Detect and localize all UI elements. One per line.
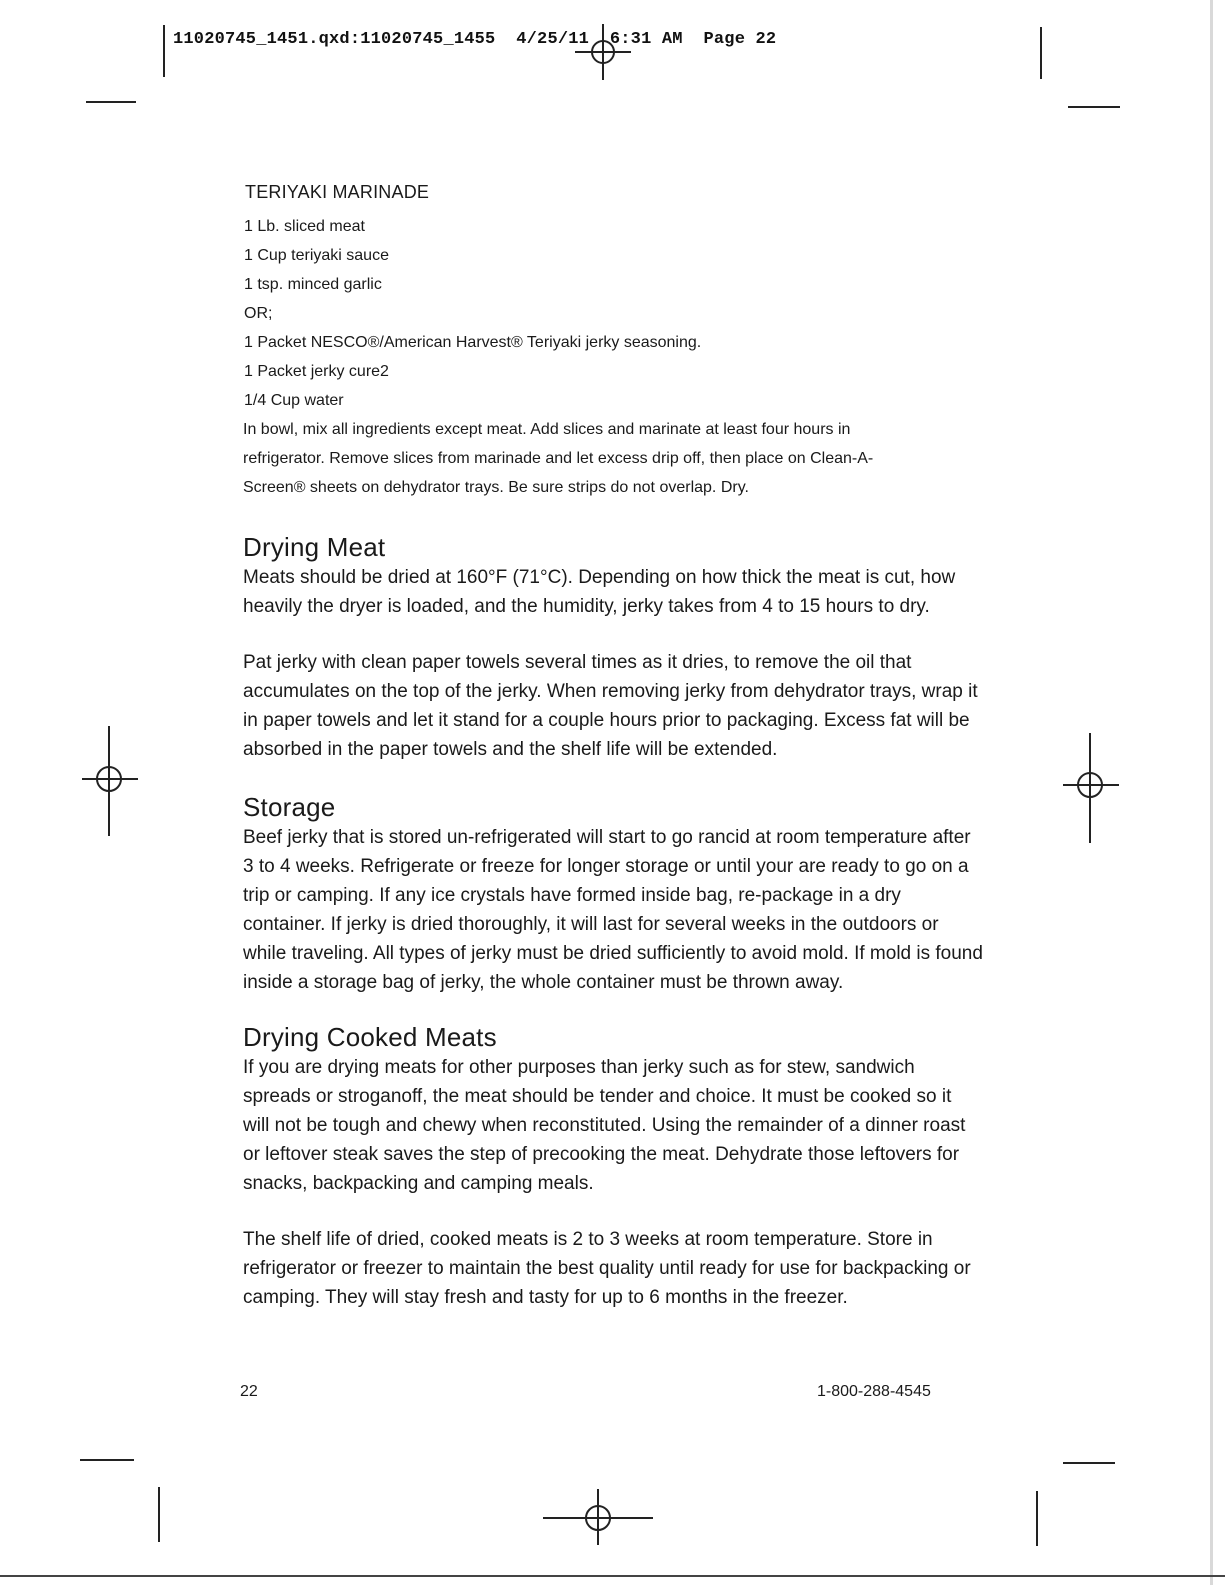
ingredient-line: 1 Packet jerky cure2 [244, 363, 389, 380]
section-heading-storage: Storage [243, 792, 336, 822]
storage-paragraph: Beef jerky that is stored un-refrigerated will start to go rancid at room temperature after 3 to 4 weeks. Refrigerate or freeze for longer storage or until your are ready to go on a trip or camping. If any ice crystals have formed inside bag, re-package in a dry container. If jerky is dried thoroughly, it will last for several weeks in the outdoors or while traveling. All types of jerky must be dried sufficiently to avoid mold. If mold is found inside a storage bag of jerky, the whole container must be thrown away. [243, 827, 983, 993]
crop-mark-top-left-horizontal [86, 101, 136, 103]
registration-mark-right-icon [1063, 733, 1119, 843]
drying-cooked-meats-paragraph-1: If you are drying meats for other purposes than jerky such as for stew, sandwich spreads or stroganoff, the meat should be tender and choice. It must be cooked so it will not be tough and chewy when reconstituted. Using the remainder of a dinner roast or leftover steak saves the step of precooking the meat. Dehydrate those leftovers for snacks, backpacking and camping meals. [243, 1057, 966, 1194]
drying-meat-paragraph-2: Pat jerky with clean paper towels several times as it dries, to remove the oil that accumulates on the top of the jerky. When removing jerky from dehydrator trays, wrap it in paper towels and let it stand for a couple hours prior to packaging. Excess fat will be absorbed in the paper towels and the shelf life will be extended. [243, 652, 978, 760]
registration-mark-bottom-icon [543, 1489, 653, 1545]
section-heading-drying-cooked-meats: Drying Cooked Meats [243, 1022, 497, 1052]
registration-mark-left-icon [82, 726, 138, 836]
ingredient-line: 1 Lb. sliced meat [244, 218, 365, 235]
crop-mark-bottom-left-vertical [158, 1487, 160, 1542]
registration-mark-top-icon [575, 22, 631, 82]
scan-edge-shadow [1210, 0, 1213, 1585]
crop-mark-bottom-right-vertical [1036, 1491, 1038, 1546]
ingredient-line: 1/4 Cup water [244, 392, 344, 409]
crop-mark-top-right-horizontal [1068, 106, 1120, 108]
drying-meat-paragraph-1: Meats should be dried at 160°F (71°C). Depending on how thick the meat is cut, how heavily the dryer is loaded, and the humidity, jerky takes from 4 to 15 hours to dry. [243, 567, 956, 617]
crop-mark-top-left-vertical [163, 25, 165, 77]
crop-mark-bottom-right-horizontal [1063, 1462, 1115, 1464]
ingredient-line: 1 tsp. minced garlic [244, 276, 382, 293]
ingredient-list [243, 212, 983, 415]
crop-mark-top-right-vertical [1040, 27, 1042, 79]
ingredient-line: 1 Packet NESCO®/American Harvest® Teriyaki jerky seasoning. [244, 334, 702, 351]
section-heading-drying-meat: Drying Meat [243, 532, 386, 562]
ingredient-line: OR; [244, 305, 273, 322]
page-number: 22 [240, 1383, 258, 1400]
page-content [243, 182, 983, 1312]
phone-number: 1-800-288-4545 [817, 1383, 931, 1400]
print-slug: 11020745_1451.qxd:11020745_1455 4/25/11 6:31 AM Page 22 [173, 30, 777, 49]
scan-bottom-edge [0, 1575, 1225, 1577]
crop-mark-bottom-left-horizontal [80, 1459, 134, 1461]
drying-cooked-meats-paragraph-2: The shelf life of dried, cooked meats is 2 to 3 weeks at room temperature. Store in refrigerator or freezer to maintain the best quality until ready for use for backpacking or camping. They will stay fresh and tasty for up to 6 months in the freezer. [243, 1229, 971, 1308]
recipe-title: TERIYAKI MARINADE [245, 182, 430, 202]
recipe-instructions: In bowl, mix all ingredients except meat. Add slices and marinate at least four hours in refrigerator. Remove slices from marinade and let excess drip off, then place on Clean-A-Screen® sheets on dehydrator trays. Be sure strips do not overlap. Dry. [243, 421, 874, 496]
ingredient-line: 1 Cup teriyaki sauce [244, 247, 389, 264]
